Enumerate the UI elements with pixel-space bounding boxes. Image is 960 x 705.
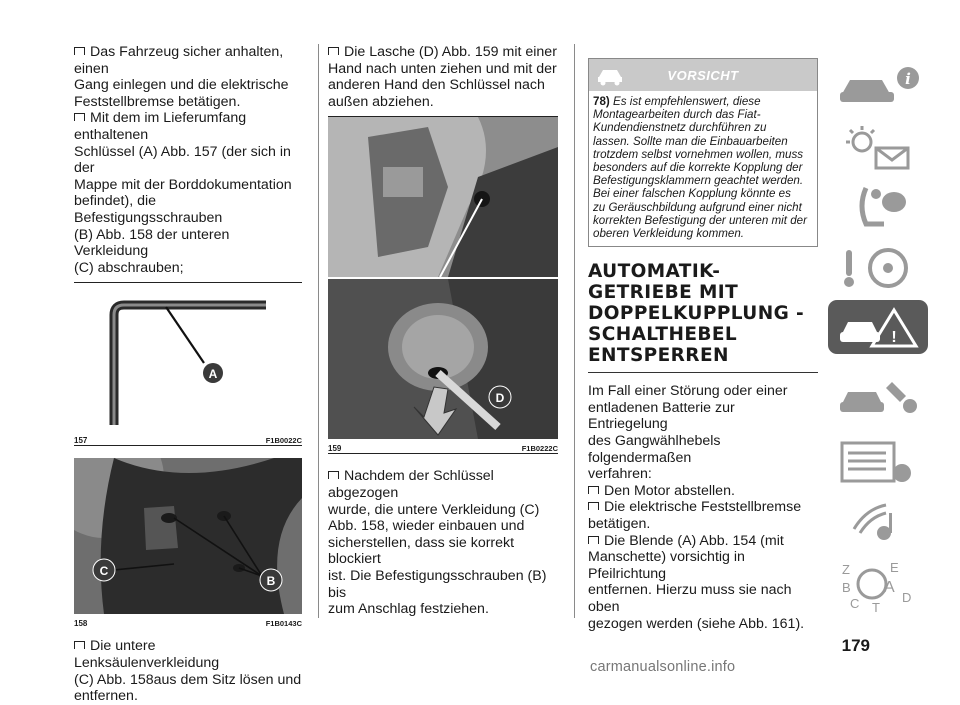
figure-157 [74, 282, 302, 446]
paragraph-refit-cover: Nachdem der Schlüssel abgezogen wurde, die untere Verkleidung (C) Abb. 158, wieder einbauen und sicherstellen, dass sie korrekt blockiert ist. Die Befestigungsschrauben (B) bis zum Anschlag festziehen. [328, 468, 547, 618]
bullet-icon [74, 47, 85, 55]
tab-maintenance[interactable] [828, 370, 928, 424]
tab-warning-lights[interactable] [828, 120, 928, 174]
step-remove-trim: Die Blende (A) Abb. 154 (mit Manschette) vorsichtig in Pfeilrichtung entfernen. Hierzu muss sie nach oben gezogen werden (siehe Abb. 161). [588, 532, 805, 632]
figure-code: F1B0143C [265, 619, 302, 629]
paragraph-stop-vehicle: Das Fahrzeug sicher anhalten, einen Gang einlegen und die elektrische Feststellbremse betätigen. [74, 44, 289, 110]
tab-safety[interactable] [828, 180, 928, 234]
car-info-icon [836, 64, 920, 110]
index-letter: Z [842, 562, 850, 577]
key-removal-photos [328, 117, 558, 439]
column-divider [574, 44, 575, 618]
figure-caption [328, 441, 558, 453]
label-a: A [208, 367, 218, 382]
warning-light-icon [836, 124, 920, 170]
step-stop-engine: Den Motor abstellen. [588, 483, 818, 500]
tab-multimedia[interactable] [828, 495, 928, 549]
figure-number: 157 [74, 436, 88, 446]
steering-column-cover-photo [74, 458, 302, 614]
left-column [74, 44, 302, 705]
caution-title: VORSICHT [667, 68, 739, 83]
bullet-icon [588, 486, 599, 494]
figure-caption [74, 616, 302, 628]
index-letter: C [850, 596, 860, 611]
caution-header [589, 59, 817, 91]
technical-data-icon [836, 439, 920, 485]
figure-code: F1B0222C [521, 444, 558, 454]
index-letter: B [842, 580, 851, 595]
allen-key-illustration [74, 283, 302, 431]
step-parking-brake: Die elektrische Feststellbremse betätigen. [588, 499, 802, 532]
steering-wheel-icon [836, 244, 920, 290]
paragraph-unscrew: Mit dem im Lieferumfang enthaltenen Schlüssel (A) Abb. 157 (der sich in der Mappe mit der Borddokumentation befindet), die Befestigungsschrauben (B) Abb. 158 der unteren Verkleidung (C) abschrauben; [74, 110, 292, 276]
tab-emergency[interactable] [828, 300, 928, 354]
tab-index[interactable] [828, 556, 928, 614]
label-c: C [99, 564, 109, 579]
index-letter: A [884, 579, 895, 596]
index-icon [836, 560, 920, 614]
bullet-icon [588, 536, 599, 544]
section-heading: AUTOMATIK- GETRIEBE MIT DOPPELKUPPLUNG - SCHALTHEBEL ENTSPERREN [588, 261, 818, 373]
figure-159 [328, 116, 558, 454]
paragraph-intro: Im Fall einer Störung oder einer entladenen Batterie zur Entriegelung des Gangwählhebels folgendermaßen verfahren: [588, 383, 788, 483]
seat-airbag-icon [836, 184, 920, 230]
label-d: D [495, 391, 505, 406]
middle-column [328, 44, 558, 618]
paragraph-remove-cover: Die untere Lenksäulenverkleidung (C) Abb. 158aus dem Sitz lösen und entfernen. [74, 638, 302, 705]
index-letter: E [890, 560, 899, 575]
tab-driving[interactable] [828, 240, 928, 294]
page-number: 179 [841, 636, 870, 655]
index-letter: T [872, 600, 880, 614]
bullet-icon [328, 471, 339, 479]
figure-number: 159 [328, 444, 342, 454]
bullet-icon [328, 47, 339, 55]
tab-technical-data[interactable] [828, 435, 928, 489]
figure-code: F1B0022C [265, 436, 302, 446]
figure-number: 158 [74, 619, 88, 629]
watermark-link[interactable]: carmanualsonline.info [590, 659, 736, 675]
svg-text:i: i [905, 70, 911, 88]
svg-text:!: ! [891, 329, 897, 346]
note-number: 78) [593, 95, 610, 108]
bullet-icon [74, 641, 85, 649]
figure-caption [74, 433, 302, 445]
car-breakdown-icon [836, 304, 920, 350]
service-maintenance-icon [836, 374, 920, 420]
column-divider [318, 44, 319, 618]
label-b: B [266, 574, 276, 589]
caution-text: 78) Es ist empfehlenswert, diese Montagearbeiten durch das Fiat- Kundendienstnetz durchführen zu lassen. Sollte man die Einbauarbeiten trotzdem selbst vornehmen wollen, muss besonders auf die korrekte Kopplung der Befestigungsklammern geachtet werden. Bei einer falschen Kopplung könnte es zu Geräuschbildung aufgrund einer nicht korrekten Befestigung der unteren mit der oberen Verkleidung kommen. [593, 95, 807, 241]
right-column [588, 58, 818, 632]
figure-158 [74, 458, 302, 628]
bullet-icon [588, 502, 599, 510]
index-letter: D [902, 590, 912, 605]
paragraph-pull-tab: Die Lasche (D) Abb. 159 mit einer Hand nach unten ziehen und mit der anderen Hand den Schlüssel nach außen abziehen. [328, 44, 557, 110]
bullet-icon [74, 113, 85, 121]
multimedia-icon [836, 499, 920, 545]
tab-car-info[interactable] [828, 60, 928, 114]
caution-box [588, 58, 818, 247]
